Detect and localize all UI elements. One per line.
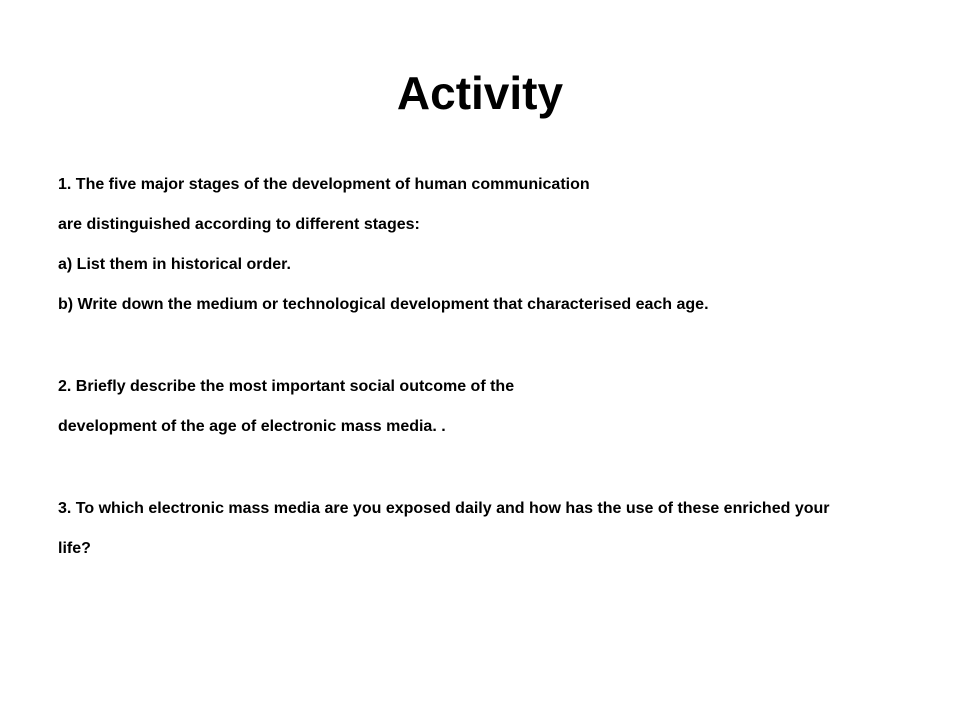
- question-2: [58, 372, 918, 452]
- question-1-line-2: are distinguished according to different stages:: [58, 216, 420, 233]
- slide-body: [58, 170, 918, 574]
- question-3-line-1: 3. To which electronic mass media are you exposed daily and how has the use of these enriched your: [58, 500, 830, 517]
- question-3: [58, 494, 918, 574]
- spacer: [58, 452, 918, 494]
- question-1-line-3: a) List them in historical order.: [58, 256, 291, 273]
- question-1-line-1: 1. The five major stages of the development of human communication: [58, 176, 590, 193]
- slide-title: Activity: [396, 67, 564, 119]
- question-2-line-2: development of the age of electronic mass media. .: [58, 418, 446, 435]
- question-2-line-1: 2. Briefly describe the most important social outcome of the: [58, 378, 515, 395]
- question-1-line-4: b) Write down the medium or technological development that characterised each age.: [58, 296, 709, 313]
- question-3-line-2: life?: [58, 540, 91, 557]
- spacer: [58, 330, 918, 372]
- question-1: [58, 170, 918, 330]
